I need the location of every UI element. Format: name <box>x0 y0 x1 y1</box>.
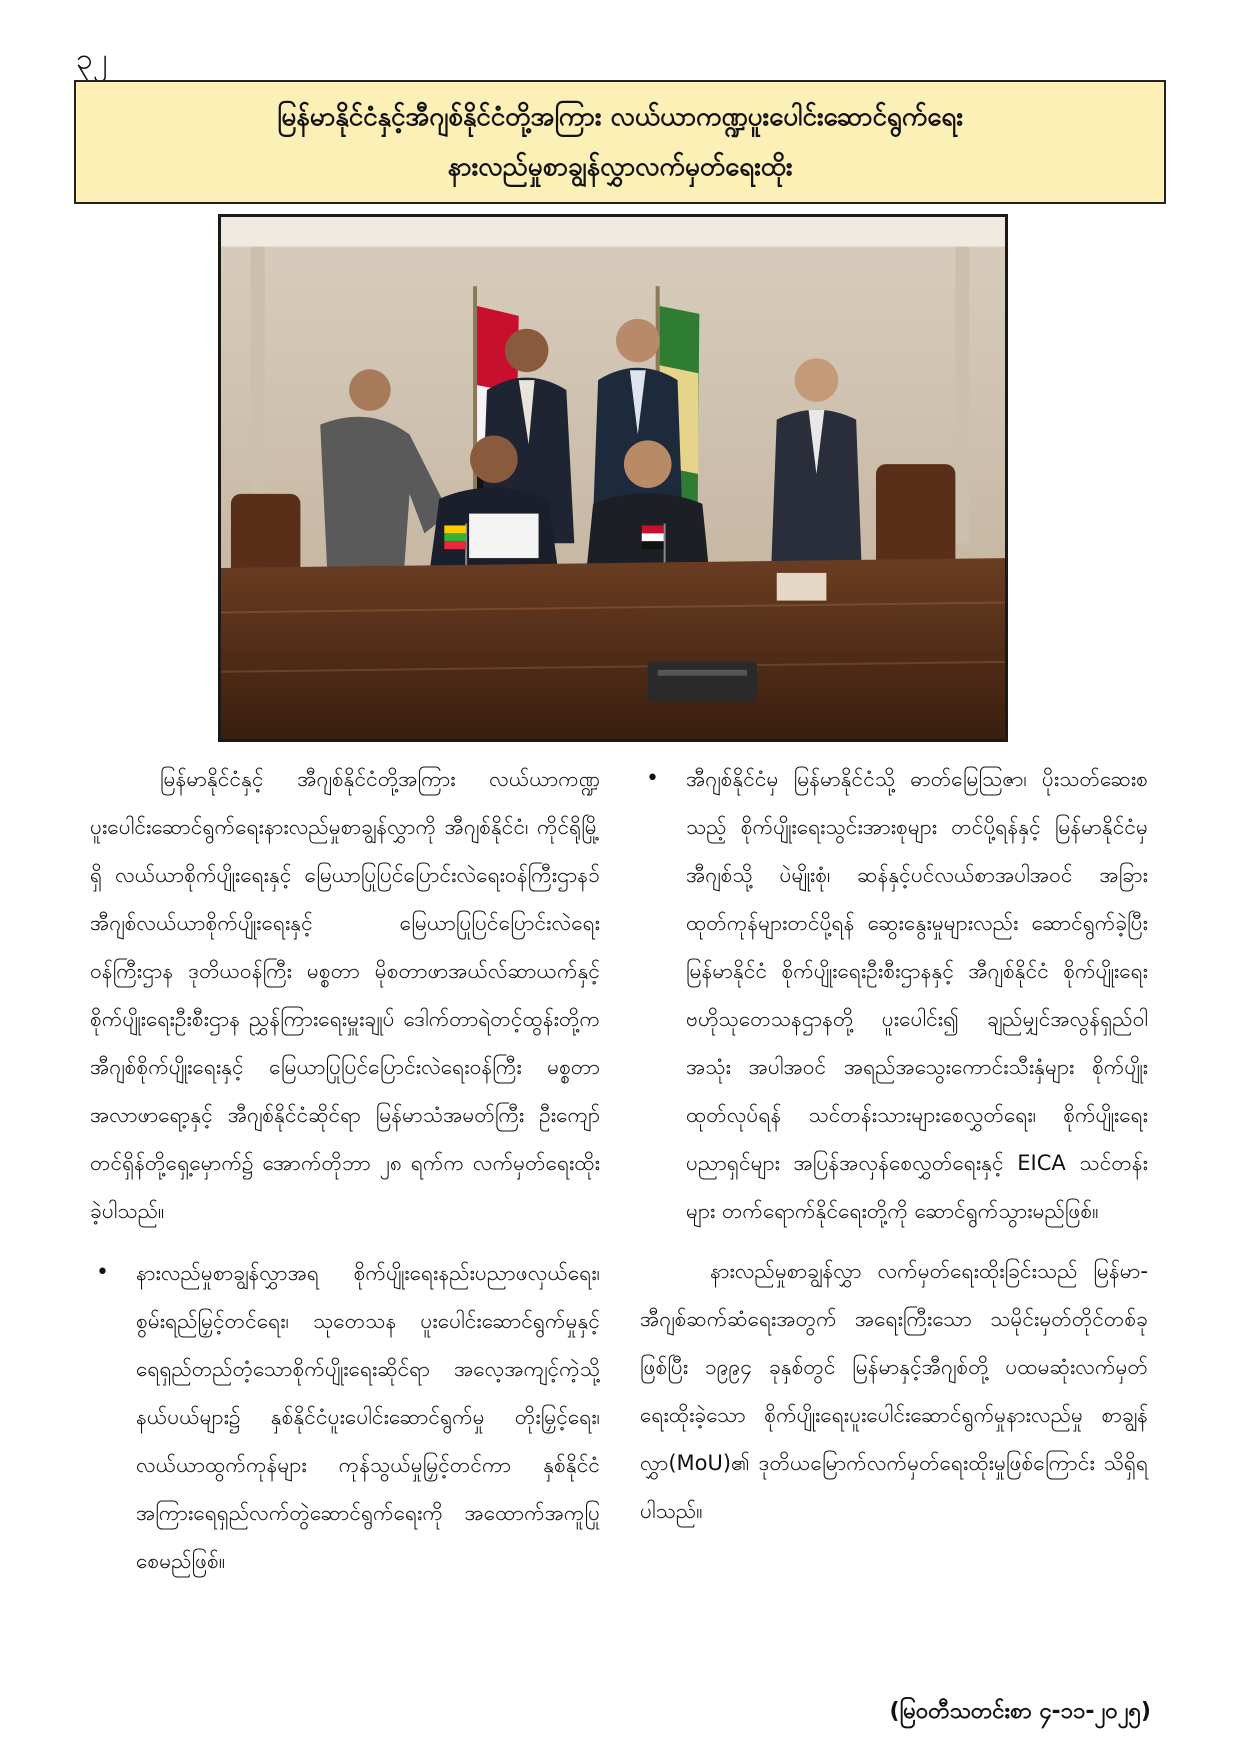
bullet-dot: • <box>646 766 659 791</box>
egypt-desk-flag <box>642 525 664 533</box>
article-title-box <box>74 80 1166 204</box>
article-right-column <box>640 755 1148 1549</box>
news-source-citation: (မြဝတီသတင်းစာ ၄-၁၁-၂၀၂၅) <box>889 1699 1151 1724</box>
intro-paragraph: မြန်မာနိုင်ငံနှင့် အီဂျစ်နိုင်ငံတို့အကြား လယ်ယာကဏ္ဍပူးပေါင်းဆောင်ရွက်ရေးနားလည်မှုစာချွန်လွှာကို အီဂျစ်နိုင်ငံ၊ ကိုင်ရိုမြို့ရှိ လယ်ယာစိုက်ပျိုးရေးနှင့် မြေယာပြုပြင်ပြောင်းလဲရေးဝန်ကြီးဌာနၥ် အီဂျစ်လယ်ယာစိုက်ပျိုးရေးနှင့် မြေယာပြုပြင်ပြောင်းလဲရေးဝန်ကြီးဌာန ဒုတိယဝန်ကြီး မစ္စတာ မိုစတာဖာအယ်လ်ဆာယက်နှင့် စိုက်ပျိုးရေးဦးစီးဌာန ညွှန်ကြားရေးမှူးချုပ် ဒေါက်တာရဲတင့်ထွန်းတို့က အီဂျစ်စိုက်ပျိုးရေးနှင့် မြေယာပြုပြင်ပြောင်းလဲရေးဝန်ကြီး မစ္စတာအလာဖာရော့နှင့် အီဂျစ်နိုင်ငံဆိုင်ရာ မြန်မာသံအမတ်ကြီး ဦးကျော်တင်ရှိန်တို့ရှေ့မှောက်၌ အောက်တိုဘာ ၂၈ ရက်က လက်မှတ်ရေးထိုးခဲ့ပါသည်။ <box>90 767 600 1223</box>
bullet-text-left: နားလည်မှုစာချွန်လွှာအရ စိုက်ပျိုးရေးနည်းပညာဖလှယ်ရေး၊ စွမ်းရည်မြှင့်တင်ရေး၊ သုတေသန ပူးပေါင်းဆောင်ရွက်မှုနှင့် ရေရှည်တည်တံ့သောစိုက်ပျိုးရေးဆိုင်ရာ အလေ့အကျင့်ကဲ့သို့ နယ်ပယ်များ၌ နှစ်နိုင်ငံပူးပေါင်းဆောင်ရွက်မှု တိုးမြှင့်ရေး၊ လယ်ယာထွက်ကုန်များ ကုန်သွယ်မှုမြှင့်တင်ကာ နှစ်နိုင်ငံအကြားရေရှည်လက်တွဲဆောင်ရွက်ရေးကို အထောက်အကူပြုစေမည်ဖြစ်။ <box>136 1261 600 1573</box>
page-number: ၃၂ <box>76 42 108 77</box>
conference-table <box>221 558 1005 739</box>
bullet-text-right: အီဂျစ်နိုင်ငံမှ မြန်မာနိုင်ငံသို့ ဓာတ်မြေဩဇာ၊ ပိုးသတ်ဆေးစသည့် စိုက်ပျိုးရေးသွင်းအားစုများ တင်ပို့ရန်နှင့် မြန်မာနိုင်ငံမှ အီဂျစ်သို့ ပဲမျိုးစုံ၊ ဆန်နှင့်ပင်လယ်စာအပါအဝင် အခြားထုတ်ကုန်များတင်ပို့ရန် ဆွေးနွေးမှုများလည်း ဆောင်ရွက်ခဲ့ပြီး မြန်မာနိုင်ငံ စိုက်ပျိုးရေးဦးစီးဌာနနှင့် အီဂျစ်နိုင်ငံ စိုက်ပျိုးရေးဗဟိုသုတေသနဌာနတို့ ပူးပေါင်း၍ ချည်မျှင်အလွန်ရှည်ဝါ အသုံး အပါအဝင် အရည်အသွေးကောင်းသီးနှံများ စိုက်ပျိုးထုတ်လုပ်ရန် သင်တန်းသားများစေလွှတ်ရေး၊ စိုက်ပျိုးရေးပညာရှင်များ အပြန်အလှန်စေလွှတ်ရေးနှင့် EICA သင်တန်းများ တက်ရောက်နိုင်ရေးတို့ကို ဆောင်ရွက်သွားမည်ဖြစ်။ <box>686 767 1148 1223</box>
title-line-2: နားလည်မှုစာချွန်လွှာလက်မှတ်ရေးထိုး <box>447 152 793 182</box>
title-line-1: မြန်မာနိုင်ငံနှင့်အီဂျစ်နိုင်ငံတို့အကြား လယ်ယာကဏ္ဍပူးပေါင်းဆောင်ရွက်ရေး <box>277 102 963 132</box>
bullet-item-left <box>90 1249 600 1585</box>
closing-paragraph: နားလည်မှုစာချွန်လွှာ လက်မှတ်ရေးထိုးခြင်းသည် မြန်မာ-အီဂျစ်ဆက်ဆံရေးအတွက် အရေးကြီးသော သမိုင်းမှတ်တိုင်တစ်ခုဖြစ်ပြီး ၁၉၉၄ ခုနှစ်တွင် မြန်မာနှင့်အီဂျစ်တို့ ပထမဆုံးလက်မှတ်ရေးထိုးခဲ့သော စိုက်ပျိုးရေးပူးပေါင်းဆောင်ရွက်မှုနားလည်မှု စာချွန်လွှာ(MoU)၏ ဒုတိယမြောက်လက်မှတ်ရေးထိုးမှုဖြစ်ကြောင်း သိရှိရပါသည်။ <box>640 1259 1148 1523</box>
myanmar-desk-flag <box>444 525 466 533</box>
ceiling <box>221 217 1005 247</box>
signing-ceremony-photo <box>218 214 1008 742</box>
article-left-column <box>90 755 600 1597</box>
microphone-base <box>648 662 757 702</box>
bullet-item-right <box>640 755 1148 1235</box>
bullet-dot: • <box>96 1260 109 1285</box>
photo-illustration <box>221 217 1005 739</box>
document-paper <box>469 514 538 558</box>
tissue-box <box>777 573 827 601</box>
